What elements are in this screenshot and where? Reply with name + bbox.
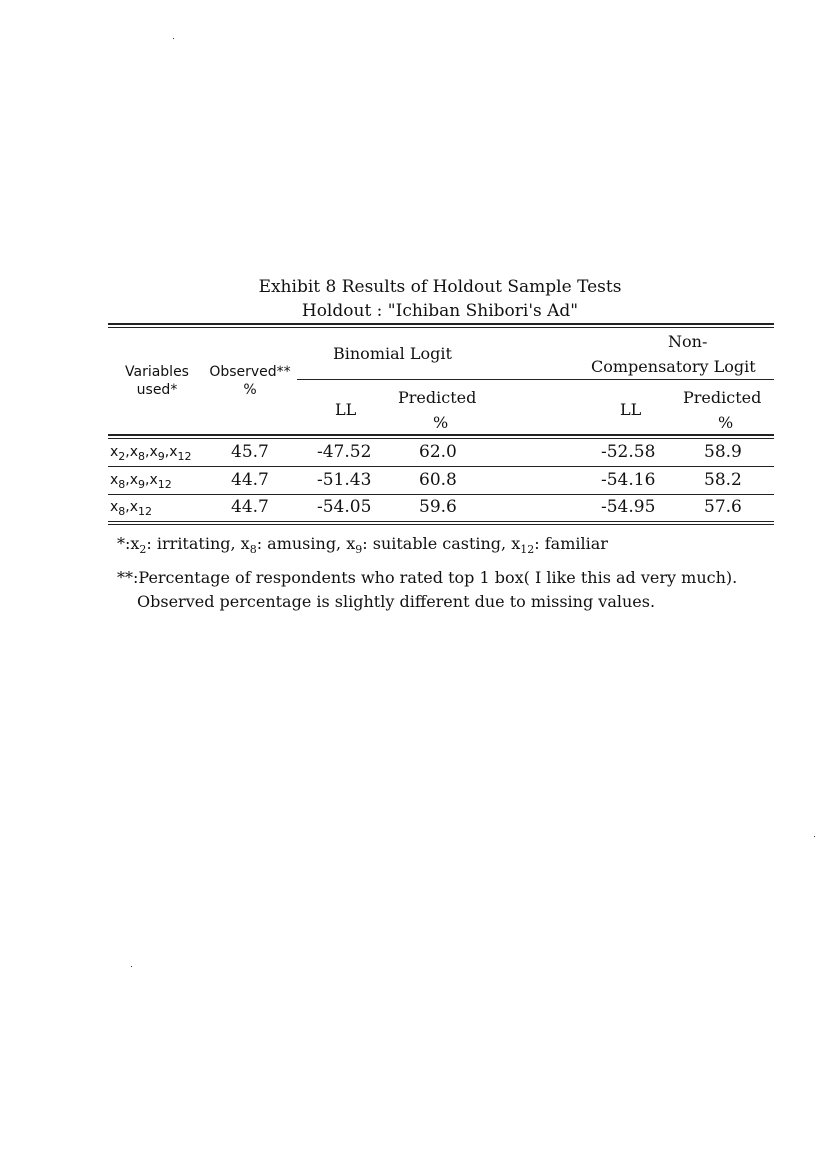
header-noncomp-pct: % [718, 413, 734, 432]
row-3-binomial-ll: -54.05 [317, 497, 372, 517]
row-3-noncomp-ll: -54.95 [601, 497, 656, 517]
row-3-variables: $x_8,x_{12}$ [110, 499, 153, 518]
exhibit-title: Exhibit 8 Results of Holdout Sample Tests [258, 277, 622, 297]
scan-speck [131, 966, 132, 967]
row-1-binomial-predicted: 62.0 [419, 442, 457, 462]
row-rule-2 [108, 494, 774, 495]
scan-speck [814, 836, 815, 837]
row-2-noncomp-ll: -54.16 [601, 470, 656, 490]
row-2-binomial-predicted: 60.8 [419, 470, 457, 490]
footnote-observed-line2: Observed percentage is slightly different due to missing values. [137, 592, 656, 611]
row-3-noncomp-predicted: 57.6 [704, 497, 742, 517]
row-1-variables: $x_2,x_8,x_9,x_{12}$ [110, 444, 192, 463]
table-top-rule [108, 323, 774, 325]
row-3-binomial-predicted: 59.6 [419, 497, 457, 517]
table-bottom-rule-2 [108, 524, 774, 525]
header-binomial-predicted: Predicted [398, 388, 477, 407]
row-1-observed: 45.7 [231, 442, 269, 462]
footnote-observed-line1: **:Percentage of respondents who rated top 1 box( I like this ad very much). [117, 568, 738, 587]
row-1-noncomp-ll: -52.58 [601, 442, 656, 462]
binomial-group-rule [297, 379, 774, 380]
row-rule-1 [108, 466, 774, 467]
header-noncomp-line2: Compensatory Logit [591, 357, 756, 376]
exhibit-subtitle: Holdout : "Ichiban Shibori's Ad" [301, 301, 579, 321]
footnote-variables: $*:x_2$: irritating, $x_8$: amusing, $x_9$: suitable casting, $x_{12}$: familiar [117, 534, 608, 557]
header-bottom-rule-2 [108, 438, 774, 439]
header-binomial-logit: Binomial Logit [333, 344, 452, 363]
scan-speck [173, 38, 174, 39]
row-2-observed: 44.7 [231, 470, 269, 490]
header-observed: Observed** % [209, 364, 291, 398]
row-3-observed: 44.7 [231, 497, 269, 517]
row-1-binomial-ll: -47.52 [317, 442, 372, 462]
header-noncomp-predicted: Predicted [683, 388, 762, 407]
header-variables-used: Variables used* [125, 364, 189, 398]
header-binomial-ll: LL [335, 400, 357, 419]
row-2-variables: $x_8,x_9,x_{12}$ [110, 472, 172, 491]
table-top-rule-2 [108, 327, 774, 328]
row-2-noncomp-predicted: 58.2 [704, 470, 742, 490]
header-noncomp-line1: Non- [668, 332, 708, 351]
header-noncomp-ll: LL [620, 400, 642, 419]
header-bottom-rule [108, 434, 774, 436]
table-bottom-rule [108, 521, 774, 522]
row-1-noncomp-predicted: 58.9 [704, 442, 742, 462]
header-binomial-pct: % [433, 413, 449, 432]
row-2-binomial-ll: -51.43 [317, 470, 372, 490]
